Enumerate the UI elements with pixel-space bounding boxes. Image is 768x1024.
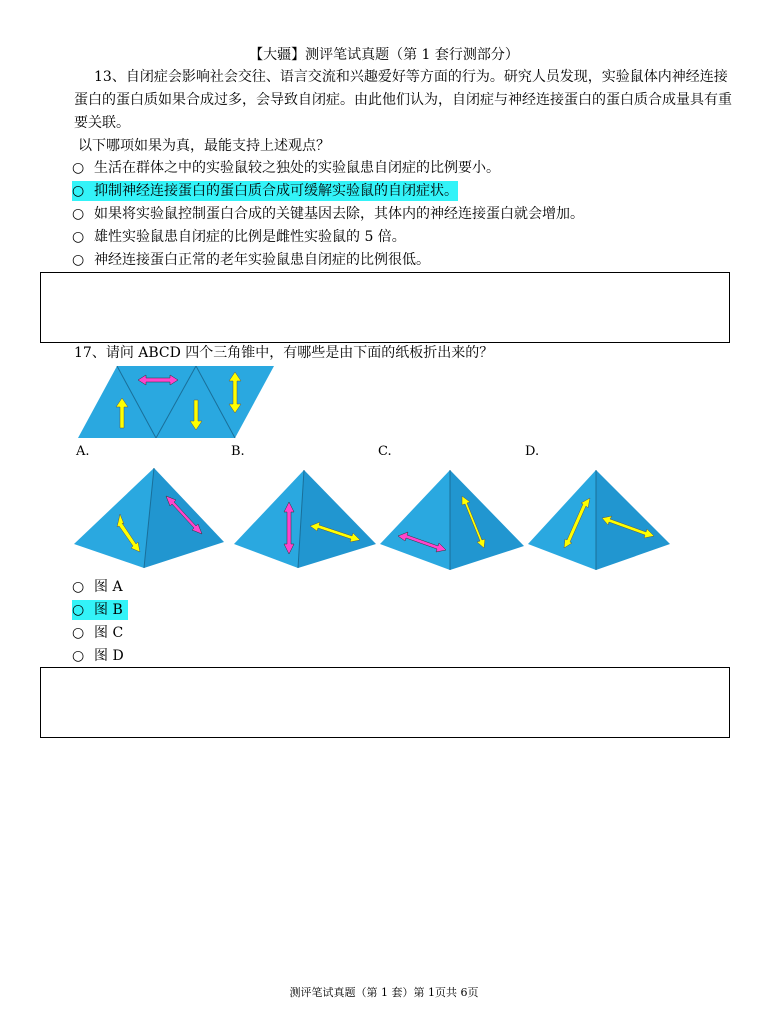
option-text: 图 B [94, 602, 123, 618]
pyramid-c [378, 468, 526, 572]
q17-option-d[interactable] [72, 646, 124, 666]
option-text: 雄性实验鼠患自闭症的比例是雌性实验鼠的 5 倍。 [94, 229, 406, 245]
q13-option-2[interactable] [72, 181, 458, 201]
net-figure [78, 366, 274, 438]
answer-box-13[interactable] [40, 272, 730, 343]
radio-icon: ○ [72, 183, 85, 199]
figure-label-b: B. [231, 444, 245, 459]
q13-option-1[interactable] [72, 158, 500, 178]
option-text: 如果将实验鼠控制蛋白合成的关键基因去除，其体内的神经连接蛋白就会增加。 [94, 206, 584, 222]
radio-icon: ○ [72, 625, 85, 641]
option-text: 神经连接蛋白正常的老年实验鼠患自闭症的比例很低。 [94, 252, 430, 268]
q13-option-3[interactable] [72, 204, 584, 224]
question-13-stem: 13、自闭症会影响社会交往、语言交流和兴趣爱好等方面的行为。研究人员发现，实验鼠体内神经连接蛋白的蛋白质如果合成过多，会导致自闭症。由此他们认为，自闭症与神经连接蛋白的蛋白质合成量具有重要关联。 [74, 69, 732, 131]
q17-option-c[interactable] [72, 623, 123, 643]
radio-icon: ○ [72, 229, 85, 245]
pyramid-a [72, 466, 226, 570]
option-text: 图 A [94, 579, 123, 595]
option-text: 图 D [94, 648, 124, 664]
option-text: 生活在群体之中的实验鼠较之独处的实验鼠患自闭症的比例要小。 [94, 160, 500, 176]
option-text: 图 C [94, 625, 124, 641]
q13-option-5[interactable] [72, 250, 430, 270]
q17-option-a[interactable] [72, 577, 123, 597]
radio-icon: ○ [72, 648, 85, 664]
q17-option-b[interactable] [72, 600, 128, 620]
figure-label-a: A. [76, 444, 90, 459]
option-text: 抑制神经连接蛋白的蛋白质合成可缓解实验鼠的自闭症状。 [94, 183, 458, 199]
q13-option-4[interactable] [72, 227, 406, 247]
pyramid-d [526, 468, 672, 572]
page-title: 【大疆】测评笔试真题（第 1 套行测部分） [249, 47, 519, 63]
figure-label-c: C. [378, 444, 392, 459]
page-footer: 测评笔试真题（第 1 套）第 1页共 6页 [289, 986, 479, 999]
radio-icon: ○ [72, 160, 85, 176]
answer-box-17[interactable] [40, 667, 730, 738]
pyramid-b [232, 468, 378, 572]
question-13-prompt: 以下哪项如果为真，最能支持上述观点？ [78, 138, 330, 154]
radio-icon: ○ [72, 252, 85, 268]
question-17-stem: 17、请问 ABCD 四个三角锥中，有哪些是由下面的纸板折出来的？ [74, 345, 494, 361]
radio-icon: ○ [72, 206, 85, 222]
radio-icon: ○ [72, 579, 85, 595]
radio-icon: ○ [72, 602, 85, 618]
figure-label-d: D. [525, 444, 540, 459]
